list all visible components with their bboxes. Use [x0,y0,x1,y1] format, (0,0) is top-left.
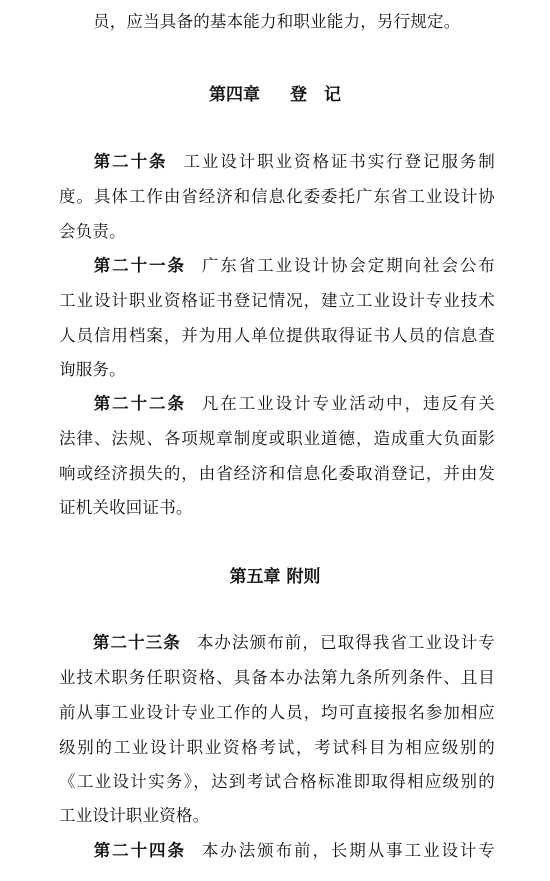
text-line: 《工业设计实务》，达到考试合格标准即取得相应级别的 [59,772,495,791]
article-first-line [59,394,495,414]
text-line: 级别的工业设计职业资格考试，考试科目为相应级别的 [59,738,495,757]
article-number: 第二十条 [92,152,168,171]
chapter-heading [0,84,550,106]
text-line: 会负责。 [59,222,126,241]
article-first-line [59,841,495,861]
text-line: 人员信用档案，并为用人单位提供取得证书人员的信息查 [59,326,495,345]
article-text: 凡在工业设计专业活动中，违反有关 [201,394,496,413]
article-text: 广东省工业设计协会定期向社会公布 [201,256,496,275]
article-number: 第二十二条 [92,394,186,413]
article-first-line [59,256,495,276]
article-text: 工业设计职业资格证书实行登记服务制 [183,152,495,171]
article-first-line [59,633,495,653]
chapter-number: 第四章 [209,85,260,105]
text-line: 前从事工业设计专业工作的人员，均可直接报名参加相应 [59,703,495,722]
chapter-title: 登 记 [290,85,341,105]
text-line: 询服务。 [59,360,126,379]
article-number: 第二十一条 [92,256,186,275]
text-line: 法律、法规、各项规章制度或职业道德，造成重大负面影 [59,429,495,448]
text-line: 证机关收回证书。 [59,498,193,517]
text-line: 度。具体工作由省经济和信息化委委托广东省工业设计协 [59,187,495,206]
text-line: 员，应当具备的基本能力和职业能力，另行规定。 [93,12,461,31]
text-line: 响或经济损失的，由省经济和信息化委取消登记，并由发 [59,464,495,483]
text-line: 工业设计职业资格。 [59,806,210,825]
article-text: 本办法颁布前，已取得我省工业设计专 [196,633,495,652]
article-number: 第二十三条 [92,633,181,652]
article-first-line [59,152,495,172]
text-line: 工业设计职业资格证书登记情况，建立工业设计专业技术 [59,291,495,310]
article-text: 本办法颁布前，长期从事工业设计专 [201,841,496,860]
article-number: 第二十四条 [92,841,186,860]
chapter-heading [0,566,550,588]
chapter-title: 第五章 附则 [229,567,321,587]
text-line: 业技术职务任职资格、具备本办法第九条所列条件、且目 [59,668,495,687]
